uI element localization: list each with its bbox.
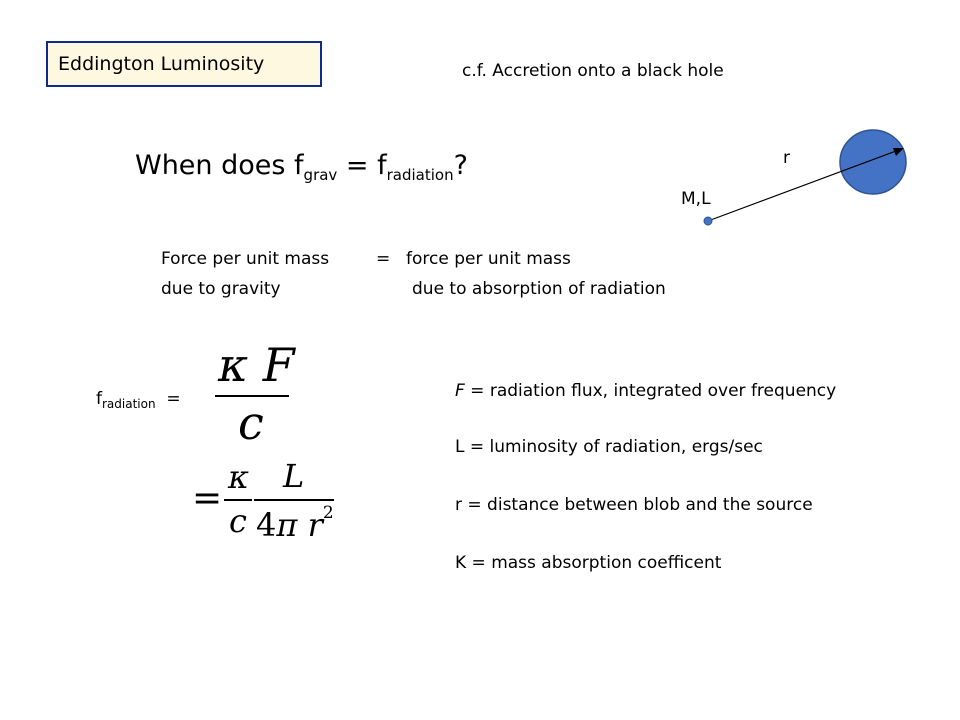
force-line1-eq: = xyxy=(376,249,391,269)
definition-luminosity-text: = luminosity of radiation, ergs/sec xyxy=(464,437,763,457)
r-label: r xyxy=(783,148,790,168)
source-label: M,L xyxy=(681,189,711,209)
frac1-F: F xyxy=(262,338,295,392)
frac3-pi: π xyxy=(276,506,298,544)
force-line2-right: due to absorption of radiation xyxy=(412,279,666,299)
frac3-denominator xyxy=(256,503,334,544)
definition-distance xyxy=(455,495,813,515)
definition-absorption xyxy=(455,553,721,573)
definition-luminosity xyxy=(455,437,763,457)
title-box xyxy=(46,41,322,87)
definition-flux xyxy=(455,381,836,401)
eq2-sign: = xyxy=(192,478,223,519)
question-middle: = f xyxy=(337,150,387,181)
force-line1-right: force per unit mass xyxy=(406,249,571,269)
definition-flux-symbol: F xyxy=(455,381,465,401)
f-radiation-main: f xyxy=(96,389,102,409)
blob-circle xyxy=(840,130,906,194)
definition-distance-text: = distance between blob and the source xyxy=(462,495,813,515)
frac3-four: 4 xyxy=(256,506,277,544)
frac3-exponent: 2 xyxy=(322,503,334,523)
frac1-numerator xyxy=(218,338,295,392)
force-line1-left: Force per unit mass xyxy=(161,249,330,269)
definition-absorption-symbol: K xyxy=(455,553,467,573)
blob-diagram xyxy=(690,120,930,240)
definition-flux-text: = radiation flux, integrated over frequency xyxy=(464,381,837,401)
question-suffix: ? xyxy=(453,150,468,181)
frac1-denominator: c xyxy=(238,396,264,450)
f-radiation-sub: radiation xyxy=(102,397,156,411)
frac2-bar xyxy=(224,499,252,501)
question-sub-grav: grav xyxy=(303,166,338,184)
force-line2-left: due to gravity xyxy=(161,279,281,299)
title-label: Eddington Luminosity xyxy=(58,53,265,75)
frac1-kappa: κ xyxy=(218,338,249,392)
question-sub-radiation: radiation xyxy=(386,166,454,184)
definition-absorption-text: = mass absorption coefficent xyxy=(466,553,722,573)
frac2-numerator: κ xyxy=(228,458,249,496)
frac3-numerator: L xyxy=(283,457,305,495)
frac2-denominator: c xyxy=(229,502,247,540)
definition-distance-symbol: r xyxy=(455,495,462,515)
question-prefix: When does f xyxy=(135,150,304,181)
frac3-r: r xyxy=(307,506,323,544)
definition-luminosity-symbol: L xyxy=(455,437,465,457)
note-text: c.f. Accretion onto a black hole xyxy=(462,61,724,81)
question-heading xyxy=(135,150,468,184)
source-dot xyxy=(704,217,712,225)
f-radiation-label xyxy=(96,389,181,411)
f-radiation-eq: = xyxy=(166,389,181,409)
frac3-bar xyxy=(254,499,334,501)
